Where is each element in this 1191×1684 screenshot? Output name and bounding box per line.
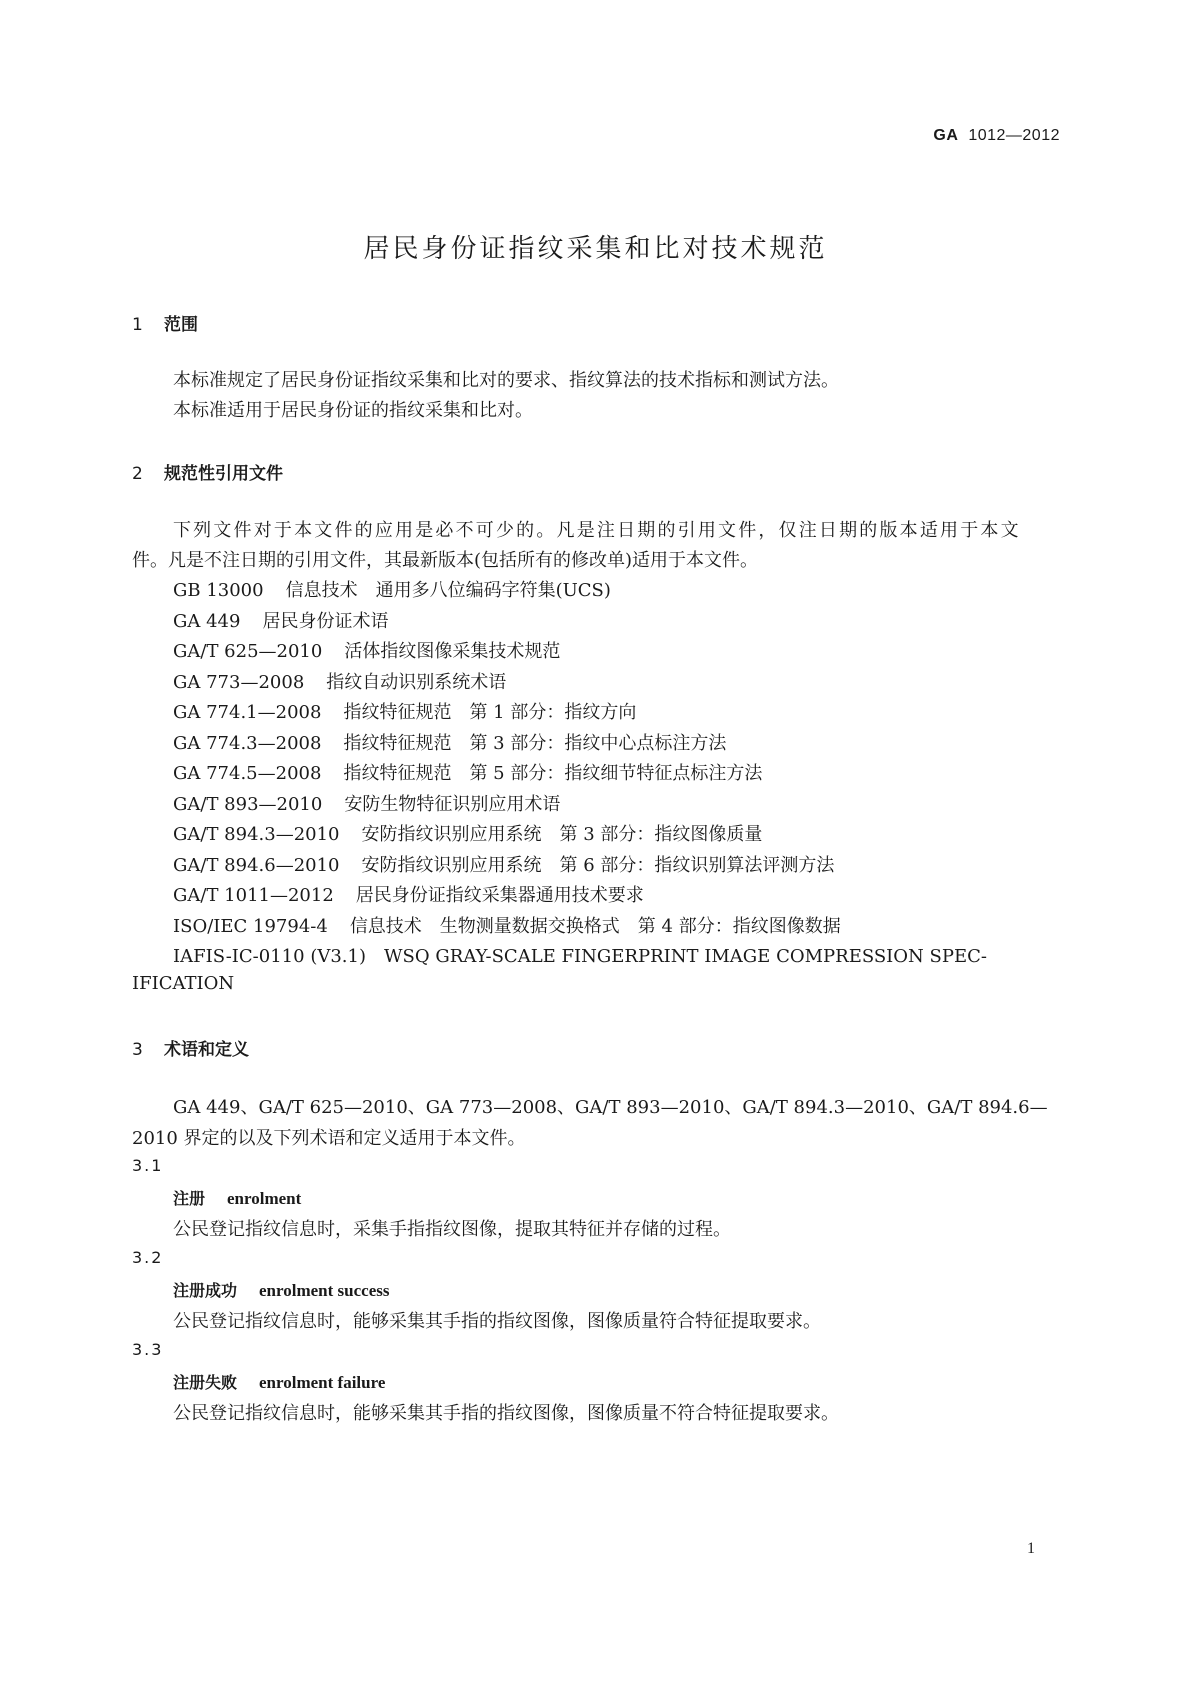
reference-item: GA 774.3—2008 指纹特征规范 第 3 部分：指纹中心点标注方法: [173, 733, 727, 754]
term-number: 3.2: [132, 1248, 164, 1267]
section-heading-normative-references: 2 规范性引用文件: [132, 464, 283, 484]
reference-item: IAFIS-IC-0110 (V3.1) WSQ GRAY-SCALE FINGERPRINT IMAGE COMPRESSION SPEC-: [173, 946, 987, 967]
reference-item: GB 13000 信息技术 通用多八位编码字符集(UCS): [173, 580, 611, 601]
page-number: 1: [1027, 1540, 1035, 1557]
term-heading: 注册 enrolment: [173, 1189, 302, 1208]
term-heading: 注册成功 enrolment success: [173, 1281, 390, 1300]
reference-item: GA/T 894.3—2010 安防指纹识别应用系统 第 3 部分：指纹图像质量: [173, 824, 763, 845]
reference-item: GA 774.1—2008 指纹特征规范 第 1 部分：指纹方向: [173, 702, 637, 723]
reference-item: GA/T 1011—2012 居民身份证指纹采集器通用技术要求: [173, 885, 644, 906]
term-number: 3.3: [132, 1340, 164, 1359]
references-intro: 下列文件对于本文件的应用是必不可少的。凡是注日期的引用文件，仅注日期的版本适用于本文: [173, 520, 1019, 541]
section-heading-terms-definitions: 3 术语和定义: [132, 1040, 249, 1060]
terms-intro: 2010 界定的以及下列术语和定义适用于本文件。: [132, 1128, 526, 1149]
term-number: 3.1: [132, 1156, 164, 1175]
reference-item: GA 449 居民身份证术语: [173, 611, 389, 632]
reference-item: GA 774.5—2008 指纹特征规范 第 5 部分：指纹细节特征点标注方法: [173, 763, 763, 784]
reference-item-continuation: IFICATION: [132, 973, 235, 994]
scope-paragraph: 本标准规定了居民身份证指纹采集和比对的要求、指纹算法的技术指标和测试方法。: [173, 370, 839, 391]
reference-item: GA/T 893—2010 安防生物特征识别应用术语: [173, 794, 561, 815]
standard-code: GA 1012—2012: [933, 127, 1060, 144]
reference-item: GA/T 625—2010 活体指纹图像采集技术规范: [173, 641, 561, 662]
term-definition: 公民登记指纹信息时，能够采集其手指的指纹图像，图像质量不符合特征提取要求。: [173, 1403, 839, 1424]
scope-paragraph: 本标准适用于居民身份证的指纹采集和比对。: [173, 400, 533, 421]
terms-intro: GA 449、GA/T 625—2010、GA 773—2008、GA/T 893—2010、GA/T 894.3—2010、GA/T 894.6—: [173, 1097, 1048, 1118]
term-heading: 注册失败 enrolment failure: [173, 1373, 386, 1392]
references-intro: 件。凡是不注日期的引用文件，其最新版本(包括所有的修改单)适用于本文件。: [132, 550, 759, 571]
term-definition: 公民登记指纹信息时，采集手指指纹图像，提取其特征并存储的过程。: [173, 1219, 731, 1240]
section-heading-scope: 1 范围: [132, 315, 198, 335]
reference-item: GA 773—2008 指纹自动识别系统术语: [173, 672, 507, 693]
term-definition: 公民登记指纹信息时，能够采集其手指的指纹图像，图像质量符合特征提取要求。: [173, 1311, 821, 1332]
reference-item: ISO/IEC 19794-4 信息技术 生物测量数据交换格式 第 4 部分：指纹图像数据: [173, 916, 841, 937]
document-title: 居民身份证指纹采集和比对技术规范: [363, 234, 828, 264]
reference-item: GA/T 894.6—2010 安防指纹识别应用系统 第 6 部分：指纹识别算法评测方法: [173, 855, 835, 876]
